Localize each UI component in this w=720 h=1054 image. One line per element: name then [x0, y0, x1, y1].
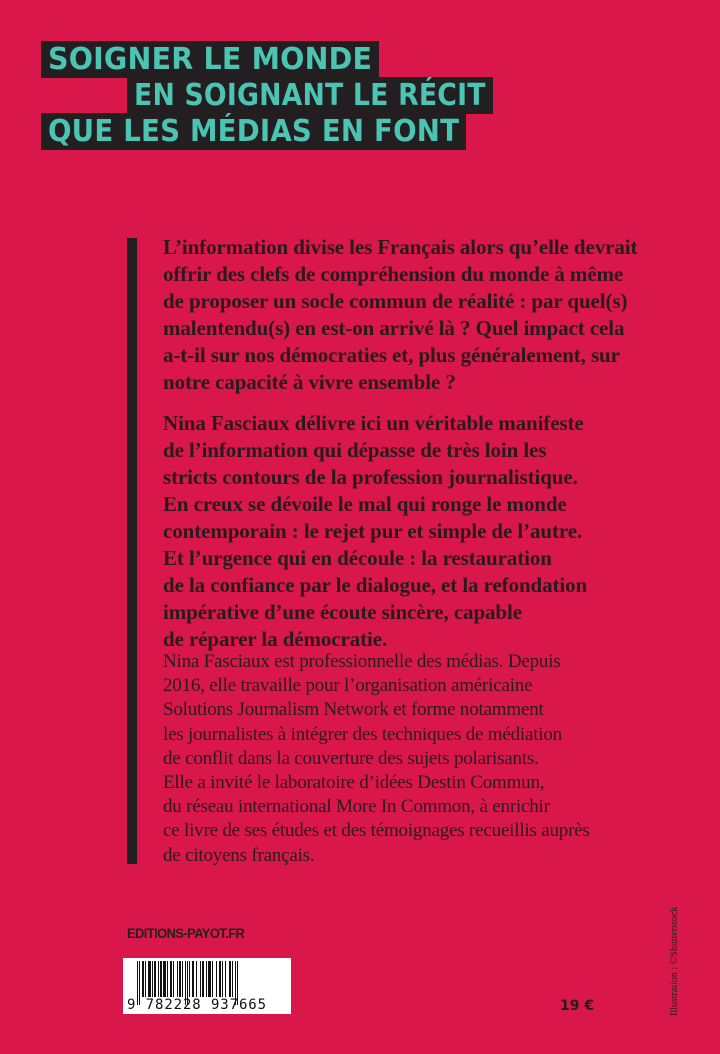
barcode-bars	[137, 961, 287, 997]
title-line-1	[41, 41, 379, 78]
intro-paragraph	[163, 234, 637, 396]
title-line-2-text: EN SOIGNANT LE RÉCIT	[134, 78, 486, 113]
text-line: du réseau international More In Common, à enrichir	[163, 796, 550, 818]
summary-paragraph	[163, 410, 587, 653]
text-line: malentendu(s) en est-on arrivé là ? Quel impact cela	[163, 316, 625, 340]
text-line: de réparer la démocratie.	[163, 627, 388, 651]
publisher-website: EDITIONS-PAYOT.FR	[127, 925, 245, 941]
text-line: ce livre de ses études et des témoignages recueillis auprès	[163, 820, 590, 842]
text-line: de citoyens français.	[163, 844, 315, 866]
decorative-vertical-bar	[127, 238, 137, 864]
text-line: de l’information qui dépasse de très loin les	[163, 438, 547, 462]
text-line: Et l’urgence qui en découle : la restauration	[163, 546, 552, 570]
text-line: de conflit dans la couverture des sujets polarisants.	[163, 747, 539, 769]
price-label: 19 €	[560, 998, 595, 1014]
title-line-1-text: SOIGNER LE MONDE	[48, 42, 373, 77]
isbn-number: 9 782228 937665	[127, 997, 267, 1013]
title-line-2	[127, 77, 493, 114]
text-line: Elle a invité le laboratoire d’idées Destin Commun,	[163, 772, 545, 794]
title-line-3	[41, 113, 466, 150]
text-line: En creux se dévoile le mal qui ronge le monde	[163, 492, 567, 516]
illustration-credit: Illustration : ©Shutterstock	[669, 906, 680, 1016]
isbn-barcode	[123, 958, 291, 1014]
text-line: Solutions Journalism Network et forme notamment	[163, 699, 544, 721]
text-line: de proposer un socle commun de réalité : par quel(s)	[163, 289, 628, 313]
text-line: Nina Fasciaux délivre ici un véritable manifeste	[163, 411, 584, 435]
text-line: les journalistes à intégrer des techniques de médiation	[163, 723, 562, 745]
text-line: contemporain : le rejet pur et simple de l’autre.	[163, 519, 583, 543]
text-line: a-t-il sur nos démocraties et, plus généralement, sur	[163, 343, 620, 367]
text-line: impérative d’une écoute sincère, capable	[163, 600, 522, 624]
text-line: de la confiance par le dialogue, et la refondation	[163, 573, 588, 597]
text-line: Nina Fasciaux est professionnelle des médias. Depuis	[163, 651, 561, 672]
text-line: stricts contours de la profession journalistique.	[163, 465, 578, 489]
text-line: offrir des clefs de compréhension du monde à même	[163, 262, 624, 286]
text-line: notre capacité à vivre ensemble ?	[163, 370, 456, 394]
title-line-3-text: QUE LES MÉDIAS EN FONT	[48, 114, 460, 149]
text-line: L’information divise les Français alors qu’elle devrait	[163, 235, 638, 259]
author-bio-paragraph	[163, 650, 590, 868]
text-line: 2016, elle travaille pour l’organisation américaine	[163, 675, 533, 697]
